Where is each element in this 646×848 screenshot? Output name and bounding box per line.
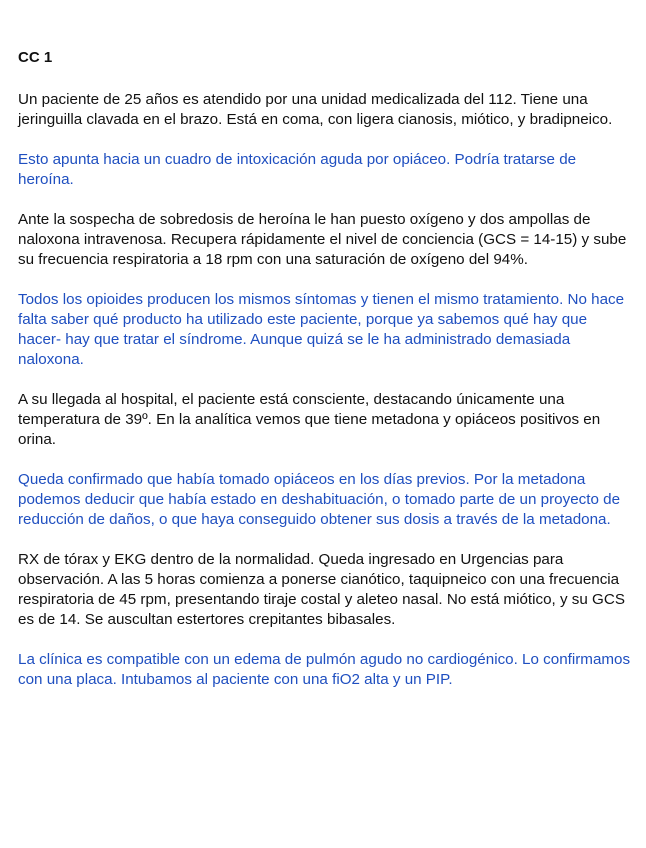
case-paragraph-3: A su llegada al hospital, el paciente está consciente, destacando únicamente una temperatura de 39º. En la analítica vemos que tiene metadona y opiáceos positivos en orina. xyxy=(18,391,601,448)
case-paragraph-2: Ante la sospecha de sobredosis de heroína le han puesto oxígeno y dos ampollas de naloxona intravenosa. Recupera rápidamente el nivel de conciencia (GCS = 14-15) y sube su frecuencia respiratoria a 18 rpm con una saturación de oxígeno del 94%. xyxy=(18,211,627,268)
commentary-paragraph-2: Todos los opioides producen los mismos síntomas y tienen el mismo tratamiento. No hace falta saber qué producto ha utilizado este paciente, porque ya sabemos qué hay que hacer- hay que tratar el síndrome. Aunque quizá se le ha administrado demasiada naloxona. xyxy=(18,291,625,368)
commentary-paragraph-3: Queda confirmado que había tomado opiáceos en los días previos. Por la metadona podemos deducir que había estado en deshabituación, o tomado parte de un proyecto de reducción de daños, o que haya conseguido obtener sus dosis a través de la metadona. xyxy=(18,471,621,528)
document-page xyxy=(18,48,633,710)
case-paragraph-1: Un paciente de 25 años es atendido por una unidad medicalizada del 112. Tiene una jeringuilla clavada en el brazo. Está en coma, con ligera cianosis, miótico, y bradipneico. xyxy=(18,91,613,128)
commentary-paragraph-1: Esto apunta hacia un cuadro de intoxicación aguda por opiáceo. Podría tratarse de heroína. xyxy=(18,151,577,188)
case-heading: CC 1 xyxy=(18,49,53,66)
commentary-paragraph-4: La clínica es compatible con un edema de pulmón agudo no cardiogénico. Lo confirmamos con una placa. Intubamos al paciente con una fiO2 alta y un PIP. xyxy=(18,651,631,688)
case-paragraph-4: RX de tórax y EKG dentro de la normalidad. Queda ingresado en Urgencias para observación. A las 5 horas comienza a ponerse cianótico, taquipneico con una frecuencia respiratoria de 45 rpm, presentando tiraje costal y aleteo nasal. No está miótico, y su GCS es de 14. Se auscultan estertores crepitantes bibasales. xyxy=(18,551,625,628)
